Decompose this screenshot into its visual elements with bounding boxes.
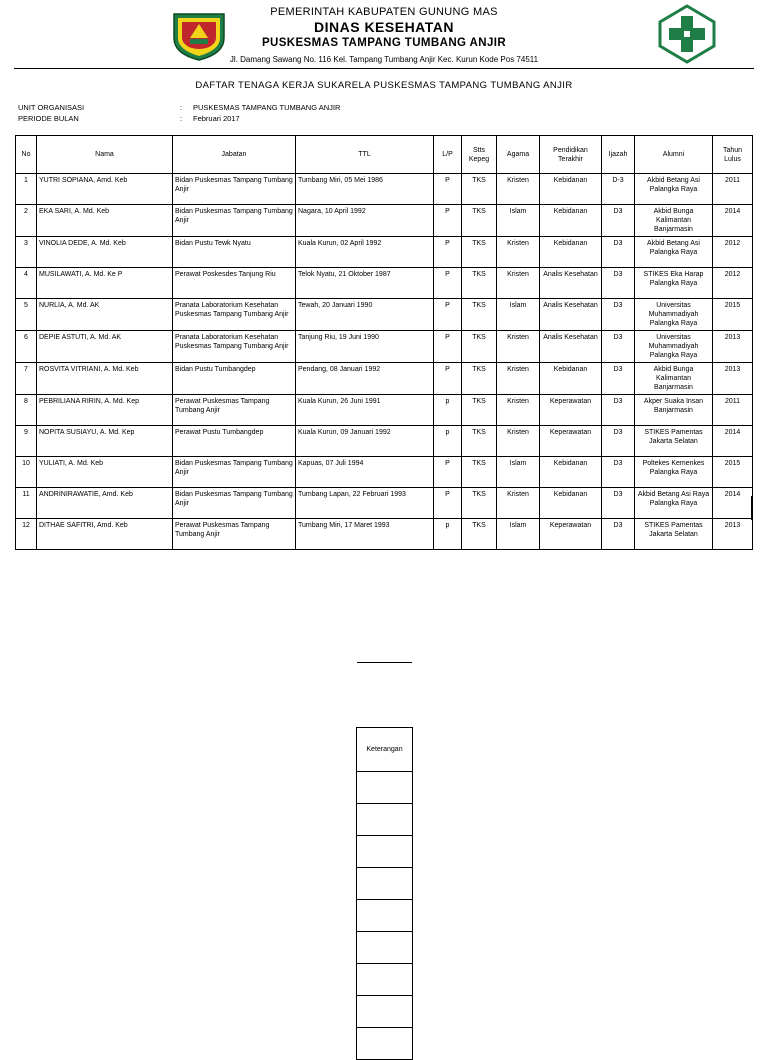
table-cell: 11	[16, 488, 37, 519]
meta-separator: :	[180, 103, 183, 112]
table-cell: Bidan Pustu Tewk Nyatu	[173, 237, 296, 268]
table-cell: P	[434, 205, 462, 237]
table-cell: Bidan Puskesmas Tampang Tumbang Anjir	[173, 174, 296, 205]
table-cell: Keperawatan	[540, 395, 602, 426]
keterangan-cell	[357, 964, 413, 996]
table-cell: 1	[16, 174, 37, 205]
table-row	[16, 205, 753, 237]
table-row	[16, 331, 753, 363]
table-cell: STIKES Pamentas Jakarta Selatan	[635, 519, 713, 550]
column-header-status: Stts Kepeg	[462, 136, 497, 174]
column-header-alumni: Alumni	[635, 136, 713, 174]
keterangan-cell	[357, 804, 413, 836]
table-cell: 3	[16, 237, 37, 268]
table-row	[16, 395, 753, 426]
table-cell: TKS	[462, 299, 497, 331]
table-cell: Akbid Betang Asi Palangka Raya	[635, 237, 713, 268]
table-row	[16, 426, 753, 457]
table-cell: Kristen	[497, 268, 540, 299]
table-cell: P	[434, 488, 462, 519]
table-cell: MUSILAWATI, A. Md. Ke P	[37, 268, 173, 299]
table-cell: YULIATI, A. Md. Keb	[37, 457, 173, 488]
table-cell: 2015	[713, 299, 753, 331]
table-cell: Kristen	[497, 331, 540, 363]
table-row	[16, 488, 753, 519]
table-cell: 5	[16, 299, 37, 331]
keterangan-cell	[357, 900, 413, 932]
table-cell: P	[434, 174, 462, 205]
table-cell: Poltekes Kemenkes Palangka Raya	[635, 457, 713, 488]
meta-unit-label: UNIT ORGANISASI	[18, 103, 85, 112]
header-address: Jl. Damang Sawang No. 116 Kel. Tampang Tumbang Anjir Kec. Kurun Kode Pos 74511	[229, 55, 539, 64]
column-header-nama: Nama	[37, 136, 173, 174]
table-cell: 6	[16, 331, 37, 363]
table-cell: Bidan Puskesmas Tampang Tumbang Anjir	[173, 488, 296, 519]
table-cell: 2011	[713, 174, 753, 205]
keterangan-table	[356, 727, 413, 1060]
table-cell: 2013	[713, 363, 753, 395]
table-row	[16, 268, 753, 299]
table-row	[16, 363, 753, 395]
table-cell: D3	[602, 457, 635, 488]
table-cell: Kristen	[497, 237, 540, 268]
meta-period-value: Februari 2017	[193, 114, 240, 123]
table-cell: Nagara, 10 April 1992	[296, 205, 434, 237]
meta-period-row	[18, 114, 418, 124]
column-header-ttl: TTL	[296, 136, 434, 174]
table-cell: Perawat Poskesdes Tanjung Riu	[173, 268, 296, 299]
table-cell: Tanjung Riu, 19 Juni 1990	[296, 331, 434, 363]
table-cell: Kebidanan	[540, 488, 602, 519]
table-cell: D-3	[602, 174, 635, 205]
table-cell: Keperawatan	[540, 519, 602, 550]
table-cell: Kuala Kurun, 09 Januari 1992	[296, 426, 434, 457]
table-row	[16, 237, 753, 268]
table-cell: 7	[16, 363, 37, 395]
table-cell: YUTRI SOPIANA, Amd. Keb	[37, 174, 173, 205]
table-cell: Perawat Puskesmas Tampang Tumbang Anjir	[173, 395, 296, 426]
table-cell: STIKES Eka Harap Palangka Raya	[635, 268, 713, 299]
column-header-jabatan: Jabatan	[173, 136, 296, 174]
table-cell: Analis Kesehatan	[540, 331, 602, 363]
keterangan-cell	[357, 932, 413, 964]
staff-table	[15, 135, 753, 550]
table-cell: p	[434, 519, 462, 550]
table-cell: NOPITA SUSIAYU, A. Md. Kep	[37, 426, 173, 457]
table-cell: Kebidanan	[540, 205, 602, 237]
table-cell: Perawat Pustu Tumbangdep	[173, 426, 296, 457]
column-header-lp: L/P	[434, 136, 462, 174]
column-header-no: No	[16, 136, 37, 174]
table-cell: P	[434, 299, 462, 331]
table-cell: 2	[16, 205, 37, 237]
table-cell: 12	[16, 519, 37, 550]
table-cell: Kebidanan	[540, 237, 602, 268]
table-cell: P	[434, 268, 462, 299]
table-cell: Tewah, 20 Januari 1990	[296, 299, 434, 331]
table-cell: D3	[602, 237, 635, 268]
table-cell: Kristen	[497, 395, 540, 426]
table-cell: Kebidanan	[540, 174, 602, 205]
table-row	[16, 457, 753, 488]
table-cell: D3	[602, 268, 635, 299]
table-cell: Kristen	[497, 426, 540, 457]
header-department: DINAS KESEHATAN	[314, 19, 454, 35]
table-cell: Kebidanan	[540, 363, 602, 395]
table-cell: Kristen	[497, 363, 540, 395]
table-cell: TKS	[462, 363, 497, 395]
table-cell: D3	[602, 488, 635, 519]
table-cell: 2014	[713, 426, 753, 457]
keterangan-cell	[357, 836, 413, 868]
table-cell: Akbid Betang Asi Palangka Raya	[635, 174, 713, 205]
header-unit: PUSKESMAS TAMPANG TUMBANG ANJIR	[261, 37, 507, 49]
table-cell: Bidan Pustu Tumbangdep	[173, 363, 296, 395]
table-cell: 2013	[713, 519, 753, 550]
keterangan-cell	[357, 868, 413, 900]
table-cell: DEPIE ASTUTI, A. Md. AK	[37, 331, 173, 363]
table-cell: TKS	[462, 488, 497, 519]
table-cell: Tumbang Lapan, 22 Februari 1993	[296, 488, 434, 519]
table-cell: TKS	[462, 174, 497, 205]
table-cell: Kebidanan	[540, 457, 602, 488]
table-cell: P	[434, 457, 462, 488]
table-cell: ROSVITA VITRIANI, A. Md. Keb	[37, 363, 173, 395]
table-header-row	[16, 136, 753, 174]
table-cell: Kuala Kurun, 26 Juni 1991	[296, 395, 434, 426]
column-header-tahun-lulus: Tahun Lulus	[713, 136, 753, 174]
table-cell: 10	[16, 457, 37, 488]
table-cell: PEBRILIANA RIRIN, A. Md. Kep	[37, 395, 173, 426]
keterangan-cell	[357, 996, 413, 1028]
table-cell: Analis Kesehatan	[540, 268, 602, 299]
keterangan-cell	[357, 772, 413, 804]
table-cell: P	[434, 331, 462, 363]
table-cell: D3	[602, 426, 635, 457]
table-cell: 2014	[713, 488, 753, 519]
table-cell: TKS	[462, 237, 497, 268]
table-cell: 2015	[713, 457, 753, 488]
table-cell: Islam	[497, 205, 540, 237]
table-cell: NURLIA, A. Md. AK	[37, 299, 173, 331]
table-edge-mark	[751, 496, 752, 520]
table-cell: TKS	[462, 426, 497, 457]
header-divider	[14, 68, 754, 69]
keterangan-header: Keterangan	[357, 728, 413, 772]
table-cell: Telok Nyatu, 21 Oktober 1987	[296, 268, 434, 299]
table-cell: TKS	[462, 205, 497, 237]
column-header-agama: Agama	[497, 136, 540, 174]
table-row	[16, 519, 753, 550]
table-row	[16, 174, 753, 205]
column-header-pendidikan: Pendidikan Terakhir	[540, 136, 602, 174]
table-cell: Pranata Laboratorium Kesehatan Puskesmas Tampang Tumbang Anjir	[173, 331, 296, 363]
table-cell: STIKES Pamentas Jakarta Selatan	[635, 426, 713, 457]
table-cell: Keperawatan	[540, 426, 602, 457]
table-cell: 9	[16, 426, 37, 457]
signature-line	[357, 662, 412, 663]
table-cell: DITHAE SAFITRI, Amd. Keb	[37, 519, 173, 550]
table-cell: D3	[602, 395, 635, 426]
table-cell: Universitas Muhammadiyah Palangka Raya	[635, 331, 713, 363]
meta-separator: :	[180, 114, 183, 123]
keterangan-cell	[357, 1028, 413, 1060]
table-cell: Perawat Puskesmas Tampang Tumbang Anjir	[173, 519, 296, 550]
table-cell: 8	[16, 395, 37, 426]
table-cell: Akbid Bunga Kalimantan Banjarmasin	[635, 363, 713, 395]
table-cell: Kuala Kurun, 02 April 1992	[296, 237, 434, 268]
table-cell: Islam	[497, 519, 540, 550]
table-cell: EKA SARI, A. Md. Keb	[37, 205, 173, 237]
table-cell: 2011	[713, 395, 753, 426]
table-cell: TKS	[462, 457, 497, 488]
table-cell: 4	[16, 268, 37, 299]
table-cell: Pranata Laboratorium Kesehatan Puskesmas Tampang Tumbang Anjir	[173, 299, 296, 331]
table-cell: Kapuas, 07 Juli 1994	[296, 457, 434, 488]
table-cell: Tumbang Miri, 17 Maret 1993	[296, 519, 434, 550]
meta-period-label: PERIODE BULAN	[18, 114, 79, 123]
table-cell: p	[434, 395, 462, 426]
table-cell: Tumbang Miri, 05 Mei 1986	[296, 174, 434, 205]
table-cell: Analis Kesehatan	[540, 299, 602, 331]
table-cell: TKS	[462, 268, 497, 299]
page-title: DAFTAR TENAGA KERJA SUKARELA PUSKESMAS TAMPANG TUMBANG ANJIR	[195, 80, 573, 91]
table-cell: D3	[602, 363, 635, 395]
table-cell: VINOLIA DEDE, A. Md. Keb	[37, 237, 173, 268]
table-cell: D3	[602, 205, 635, 237]
table-cell: TKS	[462, 519, 497, 550]
table-cell: ANDRINIRAWATIE, Amd. Keb	[37, 488, 173, 519]
table-cell: P	[434, 363, 462, 395]
table-row	[16, 299, 753, 331]
table-cell: 2012	[713, 237, 753, 268]
table-cell: p	[434, 426, 462, 457]
table-cell: TKS	[462, 331, 497, 363]
table-cell: D3	[602, 331, 635, 363]
table-cell: Bidan Puskesmas Tampang Tumbang Anjir	[173, 205, 296, 237]
table-cell: Pendang, 08 Januari 1992	[296, 363, 434, 395]
table-body	[16, 174, 753, 550]
table-cell: Akbid Bunga Kalimantan Banjarmasin	[635, 205, 713, 237]
header-government: PEMERINTAH KABUPATEN GUNUNG MAS	[270, 6, 498, 18]
table-cell: 2012	[713, 268, 753, 299]
column-header-ijazah: Ijazah	[602, 136, 635, 174]
table-cell: Kristen	[497, 488, 540, 519]
table-cell: 2013	[713, 331, 753, 363]
table-cell: P	[434, 237, 462, 268]
table-cell: Kristen	[497, 174, 540, 205]
meta-unit-value: PUSKESMAS TAMPANG TUMBANG ANJIR	[193, 103, 341, 112]
table-cell: D3	[602, 299, 635, 331]
table-cell: Akbid Betang Asi Raya Palangka Raya	[635, 488, 713, 519]
table-cell: Akper Suaka Insan Banjarmasin	[635, 395, 713, 426]
table-cell: Islam	[497, 299, 540, 331]
table-cell: 2014	[713, 205, 753, 237]
meta-unit-row	[18, 103, 418, 113]
table-cell: Universitas Muhammadiyah Palangka Raya	[635, 299, 713, 331]
table-cell: D3	[602, 519, 635, 550]
table-cell: TKS	[462, 395, 497, 426]
table-cell: Islam	[497, 457, 540, 488]
table-cell: Bidan Puskesmas Tampang Tumbang Anjir	[173, 457, 296, 488]
